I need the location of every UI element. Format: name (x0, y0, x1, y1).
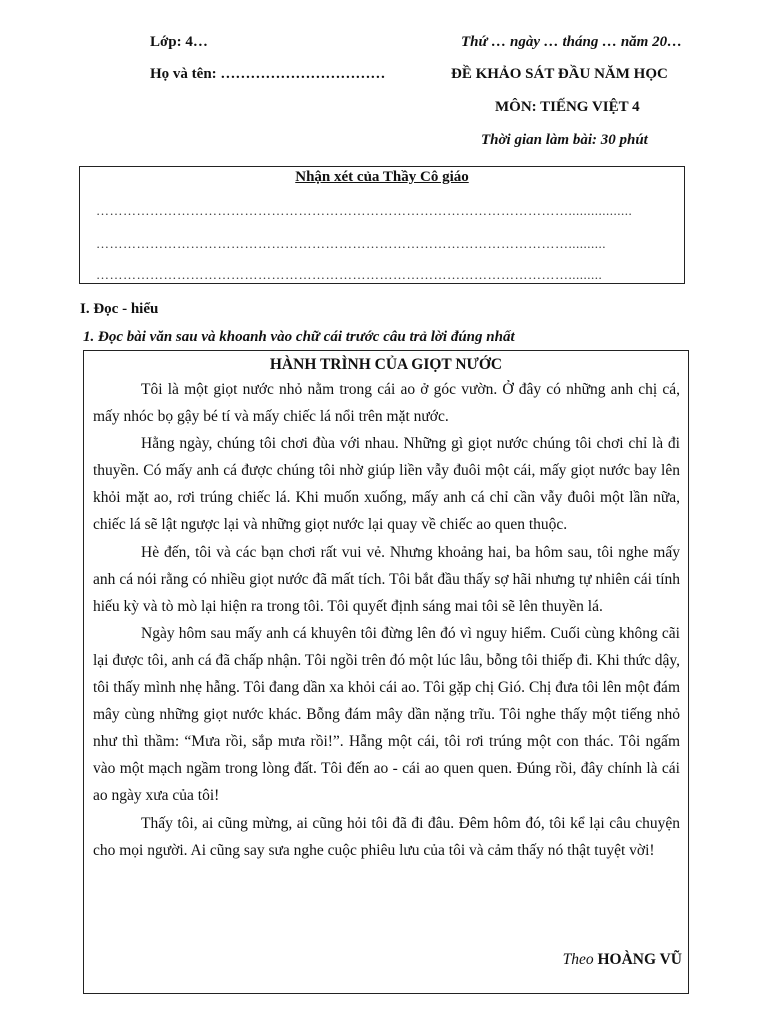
passage-author (563, 951, 682, 969)
passage-paragraph: Hè đến, tôi và các bạn chơi rất vui vẻ. Nhưng khoảng hai, ba hôm sau, tôi nghe mấy anh cá nói rằng có nhiều giọt nước đã mất tích. Tôi bắt đầu thấy sợ hãi nhưng tự nhiên cái tính hiếu kỳ và tò mò lại hiện ra trong tôi. Tôi quyết định sáng mai tôi sẽ lên thuyền lá. (93, 543, 680, 615)
section-heading: I. Đọc - hiểu (80, 301, 159, 317)
reading-passage-box (83, 350, 689, 994)
passage-paragraph: Ngày hôm sau mấy anh cá khuyên tôi đừng lên đó vì nguy hiểm. Cuối cùng không cãi lại được tôi, anh cá đã chấp nhận. Tôi ngồi trên đó một lúc lâu, bỗng tôi thiếp đi. Khi thức dậy, tôi thấy mình nhẹ hẫng. Tôi đang dần xa khỏi cái ao. Tôi gặp chị Gió. Chị đưa tôi lên một đám mây cùng những giọt nước khác. Bỗng đám mây dần nặng trĩu. Tôi nghe thấy một tiếng nhỏ như thì thầm: “Mưa rồi, sắp mưa rồi!”. Hẫng một cái, tôi rơi trúng một con thác. Tôi ngấm vào một mạch ngầm trong lòng đất. Tôi đến ao - cái ao quen quen. Đúng rồi, đây chính là cái ao ngày xưa của tôi! (93, 624, 680, 805)
comment-box-title: Nhận xét của Thầy Cô giáo (295, 169, 469, 185)
passage-body (93, 376, 680, 864)
exam-title: ĐỀ KHẢO SÁT ĐẦU NĂM HỌC (451, 66, 668, 82)
question-instruction: 1. Đọc bài văn sau và khoanh vào chữ cái trước câu trả lời đúng nhất (83, 329, 515, 345)
passage-paragraph: Hằng ngày, chúng tôi chơi đùa với nhau. Những gì giọt nước chúng tôi chơi chỉ là đi thuyền. Có mấy anh cá được chúng tôi nhờ giúp liền vẫy đuôi một cái, mấy giọt nước bay lên khỏi mặt ao, rơi trúng chiếc lá. Khi muốn xuống, mấy anh cá chỉ cần vẫy đuôi một lần nữa, chiếc lá sẽ lật ngược lại và những giọt nước lại quay về chiếc ao quen thuộc. (93, 435, 680, 534)
passage-paragraph: Tôi là một giọt nước nhỏ nằm trong cái ao ở góc vườn. Ở đây có những anh chị cá, mấy nhóc bọ gậy bé tí và mấy chiếc lá nổi trên mặt nước. (93, 381, 680, 426)
author-name: HOÀNG VŨ (597, 951, 682, 968)
comment-line: ……………………………………………………………………………………………......... (96, 267, 603, 282)
passage-paragraph: Thấy tôi, ai cũng mừng, ai cũng hỏi tôi đã đi đâu. Đêm hôm đó, tôi kể lại câu chuyện cho mọi người. Ai cũng say sưa nghe cuộc phiêu lưu của tôi và cảm thấy nó thật tuyệt vời! (93, 814, 680, 859)
author-prefix: Theo (562, 951, 594, 968)
comment-line: …………………………………………………………………………………………….......... (96, 236, 606, 251)
exam-duration: Thời gian làm bài: 30 phút (481, 132, 648, 148)
teacher-comment-box (79, 166, 685, 284)
student-name-label: Họ và tên: …………………………… (150, 66, 386, 82)
comment-line: ……………………………………………………………………………………………................. (96, 203, 633, 218)
passage-title: HÀNH TRÌNH CỦA GIỌT NƯỚC (269, 356, 503, 373)
subject-title: MÔN: TIẾNG VIỆT 4 (495, 99, 640, 115)
class-label: Lớp: 4… (150, 34, 208, 50)
date-line: Thứ … ngày … tháng … năm 20… (461, 34, 683, 50)
